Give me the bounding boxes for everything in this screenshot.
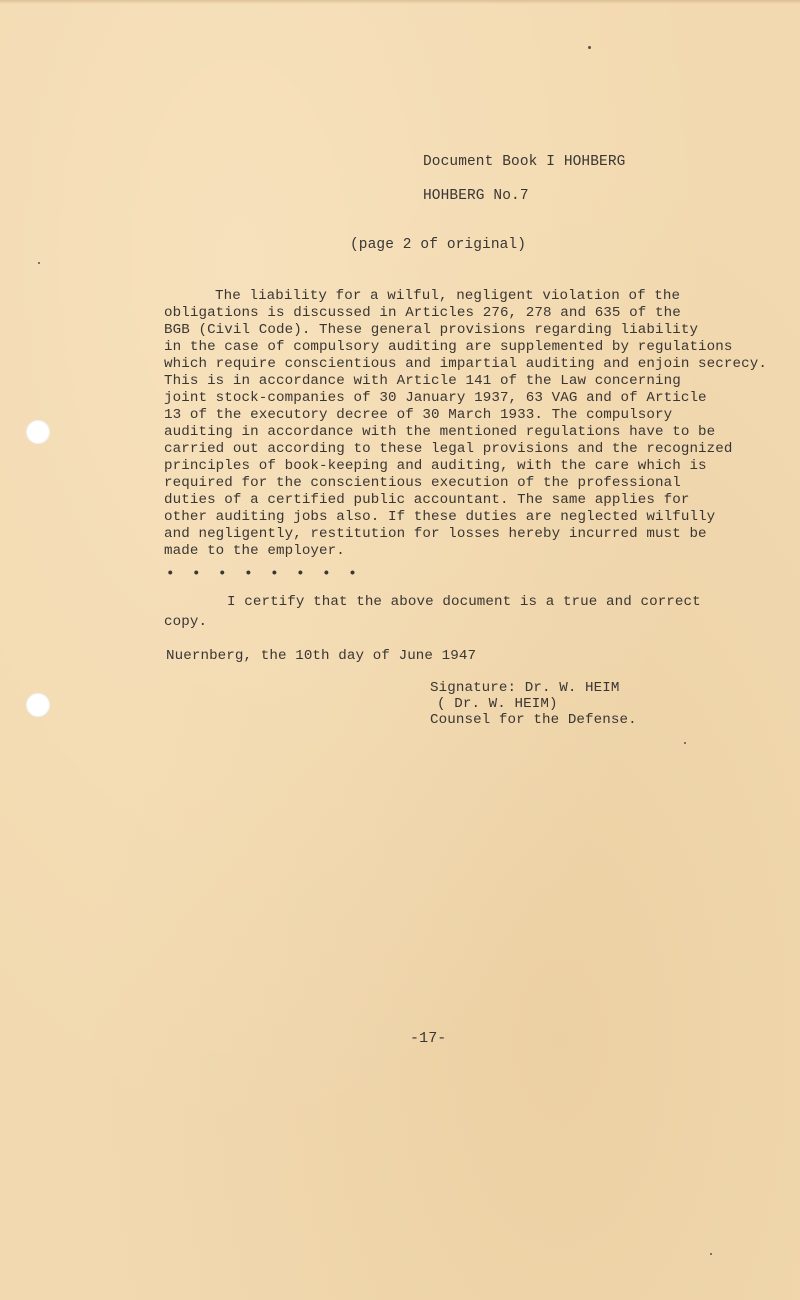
body-line: duties of a certified public accountant. The same applies for: [164, 492, 690, 508]
punch-hole-lower: [26, 693, 50, 717]
signature-line: Signature: Dr. W. HEIM: [430, 680, 620, 696]
body-line: joint stock-companies of 30 January 1937, 63 VAG and of Article: [164, 390, 707, 406]
certification-line: I certify that the above document is a true and correct: [227, 594, 701, 610]
certification-line: copy.: [164, 614, 208, 630]
body-line: required for the conscientious execution of the professional: [164, 475, 681, 491]
exhibit-number: HOHBERG No.7: [423, 188, 529, 204]
page-of-original-note: (page 2 of original): [350, 237, 527, 253]
separator-dots: • • • • • • • •: [166, 566, 362, 582]
body-line: obligations is discussed in Articles 276, 278 and 635 of the: [164, 305, 681, 321]
body-line: which require conscientious and impartial auditing and enjoin secrecy.: [164, 356, 767, 372]
body-line: auditing in accordance with the mentioned regulations have to be: [164, 424, 716, 440]
body-line: 13 of the executory decree of 30 March 1933. The compulsory: [164, 407, 673, 423]
paper-speck: [38, 262, 40, 264]
paper-speck: [588, 46, 591, 49]
signature-name: ( Dr. W. HEIM): [437, 696, 558, 712]
body-line: BGB (Civil Code). These general provisions regarding liability: [164, 322, 699, 338]
body-line: made to the employer.: [164, 543, 345, 559]
body-line: other auditing jobs also. If these duties are neglected wilfully: [164, 509, 716, 525]
body-line: carried out according to these legal provisions and the recognized: [164, 441, 733, 457]
body-line: principles of book-keeping and auditing, with the care which is: [164, 458, 707, 474]
body-line: in the case of compulsory auditing are supplemented by regulations: [164, 339, 733, 355]
place-and-date: Nuernberg, the 10th day of June 1947: [166, 648, 477, 664]
body-line: and negligently, restitution for losses hereby incurred must be: [164, 526, 707, 542]
paper-top-edge: [0, 0, 800, 4]
body-line: This is in accordance with Article 141 of the Law concerning: [164, 373, 681, 389]
paper-speck: [684, 742, 686, 744]
punch-hole-upper: [26, 420, 50, 444]
body-line: The liability for a wilful, negligent violation of the: [215, 288, 681, 304]
paper-speck: [710, 1253, 712, 1255]
document-book-title: Document Book I HOHBERG: [423, 154, 626, 170]
signature-role: Counsel for the Defense.: [430, 712, 637, 728]
page-number: -17-: [410, 1030, 447, 1047]
